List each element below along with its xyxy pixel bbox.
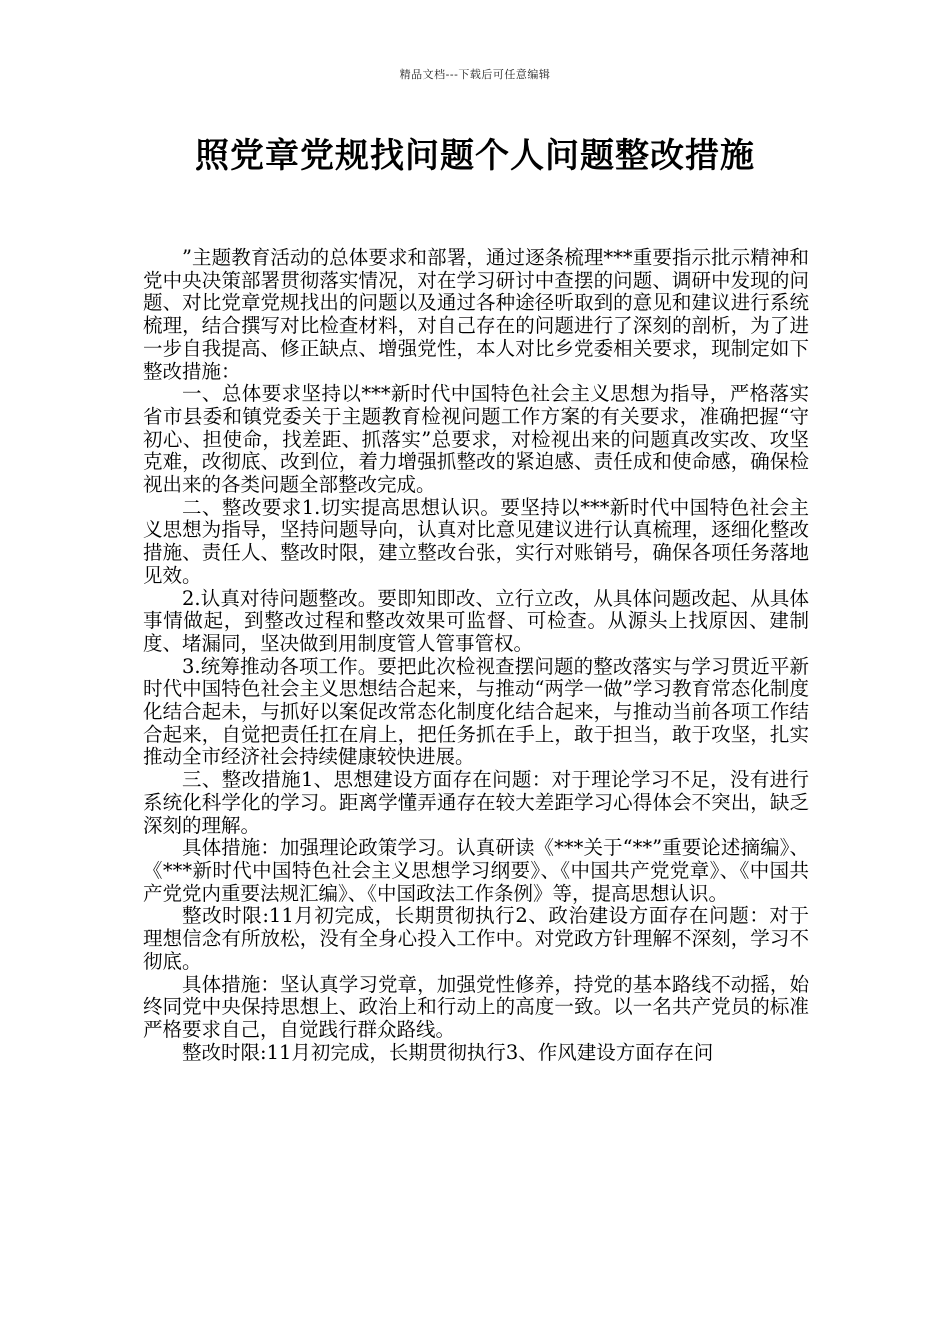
header-note: 精品文档---下载后可任意编辑	[399, 68, 551, 81]
paragraph-requirement-3: 3.统筹推动各项工作。要把此次检视查摆问题的整改落实与学习贯近平新时代中国特色社会主义思想结合起来，与推动“两学一做”学习教育常态化制度化结合起未，与抓好以案促改常态化制度化结合起来，与推动当前各项工作结合起来，自觉把责任扛在肩上，把任务抓在手上，敢于担当，敢于攻坚，扎实推动全市经济社会持续健康较快进展。	[143, 654, 809, 769]
paragraph-rectification-requirements: 二、整改要求1.切实提高思想认识。要坚持以***新时代中国特色社会主义思想为指导，坚持问题导向，认真对比意见建议进行认真梳理，逐细化整改措施、责任人、整改时限，建立整改台张，实行对账销号，确保各项任务落地见效。	[143, 495, 809, 587]
document-body	[143, 247, 809, 1064]
paragraph-deadline-1: 整改时限:11月初完成，长期贯彻执行2、政治建设方面存在问题：对于理想信念有所放松，没有全身心投入工作中。对党政方针理解不深刻，学习不彻底。	[143, 904, 809, 973]
paragraph-general-requirements: 一、总体要求坚持以***新时代中国特色社会主义思想为指导，严格落实省市县委和镇党委关于主题教育检视问题工作方案的有关要求，准确把握“守初心、担使命，找差距、抓落实”总要求，对检视出来的问题真改实改、攻坚克难，改彻底、改到位，着力增强抓整改的紧迫感、责任成和使命感，确保检视出来的各类问题全部整改完成。	[143, 382, 809, 497]
paragraph-measures: 三、整改措施1、思想建设方面存在问题：对于理论学习不足，没有进行系统化科学化的学习。距离学懂弄通存在较大差距学习心得体会不突出，缺乏深刻的理解。	[143, 768, 809, 837]
paragraph-intro: ”主题教育活动的总体要求和部署，通过逐条梳理***重要指示批示精神和党中央决策部署贯彻落实情况，对在学习研讨中查摆的问题、调研中发现的问题、对比党章党规找出的问题以及通过各种途径听取到的意见和建议进行系统梳理，结合撰写对比检查材料，对自己存在的问题进行了深刻的剖析，为了进一步自我提高、修正缺点、增强党性，本人对比乡党委相关要求，现制定如下整改措施：	[143, 246, 809, 383]
paragraph-requirement-2: 2.认真对待问题整改。要即知即改、立行立改，从具体问题改起、从具体事情做起，到整改过程和整改效果可监督、可检查。从源头上找原因、建制度、堵漏同，坚决做到用制度管人管事管权。	[143, 586, 809, 655]
document-title: 照党章党规找问题个人问题整改措施	[195, 136, 755, 176]
paragraph-deadline-2: 整改时限:11月初完成，长期贯彻执行3、作风建设方面存在问	[182, 1040, 714, 1064]
paragraph-specific-measures-1: 具体措施：加强理论政策学习。认真研读《***关于“**”重要论述摘编》、《***新时代中国特色社会主义思想学习纲要》、《中国共产党党章》、《中国共产党党内重要法规汇编》、《中国政法工作条例》等，提高思想认识。	[143, 836, 809, 905]
paragraph-specific-measures-2: 具体措施：坚认真学习党章，加强党性修养，持党的基本路线不动摇，始终同党中央保持思想上、政治上和行动上的高度一致。以一名共产党员的标准严格要求自己，自觉践行群众路线。	[143, 972, 809, 1041]
